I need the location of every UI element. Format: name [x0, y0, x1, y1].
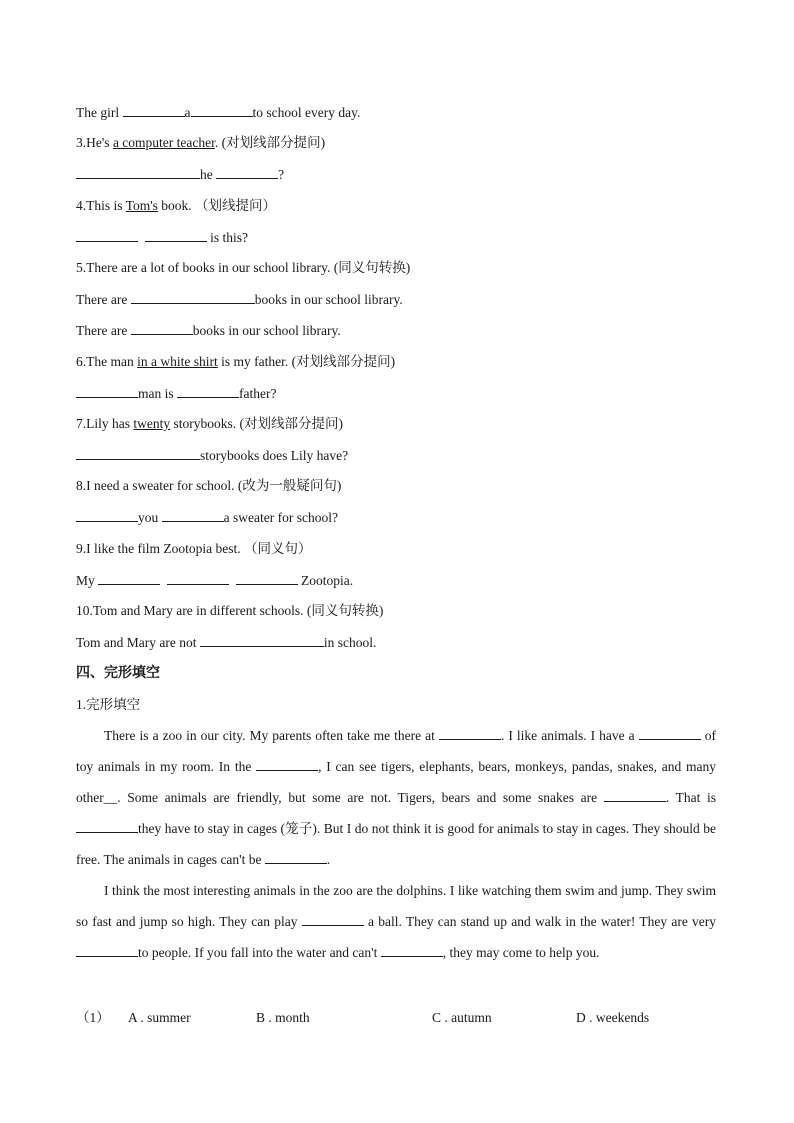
text: to school every day.	[252, 105, 361, 120]
answer-blank[interactable]	[191, 103, 253, 117]
text: Tom and Mary are not	[76, 635, 197, 650]
instruction: is my father. (对划线部分提问)	[217, 354, 396, 369]
question-text: 8.I need a sweater for school. (改为一般疑问句)	[76, 478, 342, 493]
text: a sweater for school?	[223, 510, 338, 525]
passage-text: I think the most interesting animals in the zoo are the dolphins. I like watching them swim and jump. They swim so fast and jump so high. They can play	[76, 883, 716, 929]
text: books in our school library.	[192, 323, 341, 338]
passage-text: of toy animals in my room. In the	[76, 728, 717, 774]
question-number: 3.He's	[76, 135, 110, 150]
question-text: 5.There are a lot of books in our school library. (同义句转换)	[76, 260, 411, 275]
passage-text: .	[326, 852, 331, 867]
passage-text: to people. If you fall into the water and can't	[138, 945, 378, 960]
underlined-phrase: Tom's	[125, 198, 158, 213]
underlined-phrase: a computer teacher	[112, 135, 215, 150]
question-10-answer	[76, 633, 376, 652]
section-title: 四、完形填空	[76, 665, 160, 681]
option-d[interactable]: D . weekends	[576, 1010, 650, 1025]
answer-blank[interactable]	[76, 819, 138, 833]
question-number: 7.Lily has	[76, 416, 130, 431]
answer-blank[interactable]	[167, 571, 229, 585]
question-5	[76, 259, 410, 277]
passage-text: There is a zoo in our city. My parents often take me there at	[104, 728, 435, 743]
answer-blank[interactable]	[131, 290, 255, 304]
passage-text: they have to stay in cages (笼子). But I do not think it is good for animals to stay in cages. They should be free. The animals in cages can't be	[76, 821, 716, 867]
answer-blank[interactable]	[256, 757, 318, 771]
instruction: book. （划线提问）	[157, 198, 277, 213]
question-text: 10.Tom and Mary are in different schools. (同义句转换)	[76, 603, 384, 618]
question-8-answer	[76, 508, 338, 527]
answer-blank[interactable]	[131, 321, 193, 335]
question-4-answer	[76, 228, 248, 247]
passage-paragraph-2	[76, 875, 716, 968]
passage-paragraph-1	[76, 720, 716, 875]
answer-blank[interactable]	[76, 446, 200, 460]
option-b[interactable]: B . month	[256, 1010, 310, 1025]
question-number: 4.This is	[76, 198, 123, 213]
answer-blank[interactable]	[76, 228, 138, 242]
instruction: . (对划线部分提问)	[214, 135, 326, 150]
answer-blank[interactable]	[76, 508, 138, 522]
answer-blank[interactable]	[381, 943, 443, 957]
answer-blank[interactable]	[439, 726, 501, 740]
answer-blank[interactable]	[177, 384, 239, 398]
underlined-phrase: twenty	[133, 416, 171, 431]
answer-blank[interactable]	[236, 571, 298, 585]
question-8	[76, 477, 341, 495]
passage-text: , I can see tigers, elephants, bears, monkeys, pandas, snakes, and many other__. Some animals are friendly, but some are not. Tigers, bears and some snakes are	[76, 759, 716, 805]
q2-answer-line	[76, 103, 360, 122]
question-number: 6.The man	[76, 354, 134, 369]
option-c[interactable]: C . autumn	[432, 1010, 492, 1025]
passage-text: . That is	[665, 790, 716, 805]
subsection-title: 1.完形填空	[76, 697, 141, 712]
text: he	[200, 167, 213, 182]
text: storybooks does Lily have?	[200, 448, 349, 463]
option-a[interactable]: A . summer	[128, 1010, 191, 1025]
text: you	[138, 510, 159, 525]
answer-blank[interactable]	[162, 508, 224, 522]
underlined-phrase: in a white shirt	[137, 354, 218, 369]
answer-blank[interactable]	[200, 633, 324, 647]
answer-blank[interactable]	[76, 165, 200, 179]
answer-blank[interactable]	[76, 943, 138, 957]
text: father?	[239, 386, 277, 401]
question-4	[76, 197, 276, 215]
answer-blank[interactable]	[216, 165, 278, 179]
text: There are	[76, 292, 128, 307]
question-5-answer-1	[76, 290, 403, 309]
text: There are	[76, 323, 128, 338]
question-5-answer-2	[76, 321, 341, 340]
question-text: 9.I like the film Zootopia best. （同义句）	[76, 541, 312, 556]
question-6-answer	[76, 384, 276, 403]
passage-text: . I like animals. I have a	[500, 728, 635, 743]
answer-blank[interactable]	[302, 912, 364, 926]
question-7-answer	[76, 446, 348, 465]
answer-blank[interactable]	[604, 788, 666, 802]
answer-blank[interactable]	[265, 850, 327, 864]
question-3-answer	[76, 165, 284, 184]
text: ?	[278, 167, 285, 182]
question-7	[76, 415, 343, 433]
question-10	[76, 602, 383, 620]
question-9	[76, 540, 311, 558]
question-9-answer	[76, 571, 353, 590]
text: Zootopia.	[301, 573, 354, 588]
answer-blank[interactable]	[98, 571, 160, 585]
text: is this?	[210, 230, 249, 245]
text: in school.	[323, 635, 377, 650]
passage-text: , they may come to help you.	[442, 945, 600, 960]
text: The girl	[76, 105, 120, 120]
answer-blank[interactable]	[145, 228, 207, 242]
text: man is	[138, 386, 174, 401]
question-6	[76, 353, 395, 371]
answer-blank[interactable]	[123, 103, 185, 117]
answer-blank[interactable]	[76, 384, 138, 398]
option-number: （1）	[76, 1010, 110, 1025]
instruction: storybooks. (对划线部分提问)	[170, 416, 343, 431]
text: My	[76, 573, 95, 588]
question-3	[76, 134, 325, 152]
cloze-passage	[76, 720, 716, 968]
text: books in our school library.	[254, 292, 403, 307]
text: a	[184, 105, 191, 120]
answer-blank[interactable]	[639, 726, 701, 740]
passage-text: a ball. They can stand up and walk in the water! They are very	[367, 914, 717, 929]
